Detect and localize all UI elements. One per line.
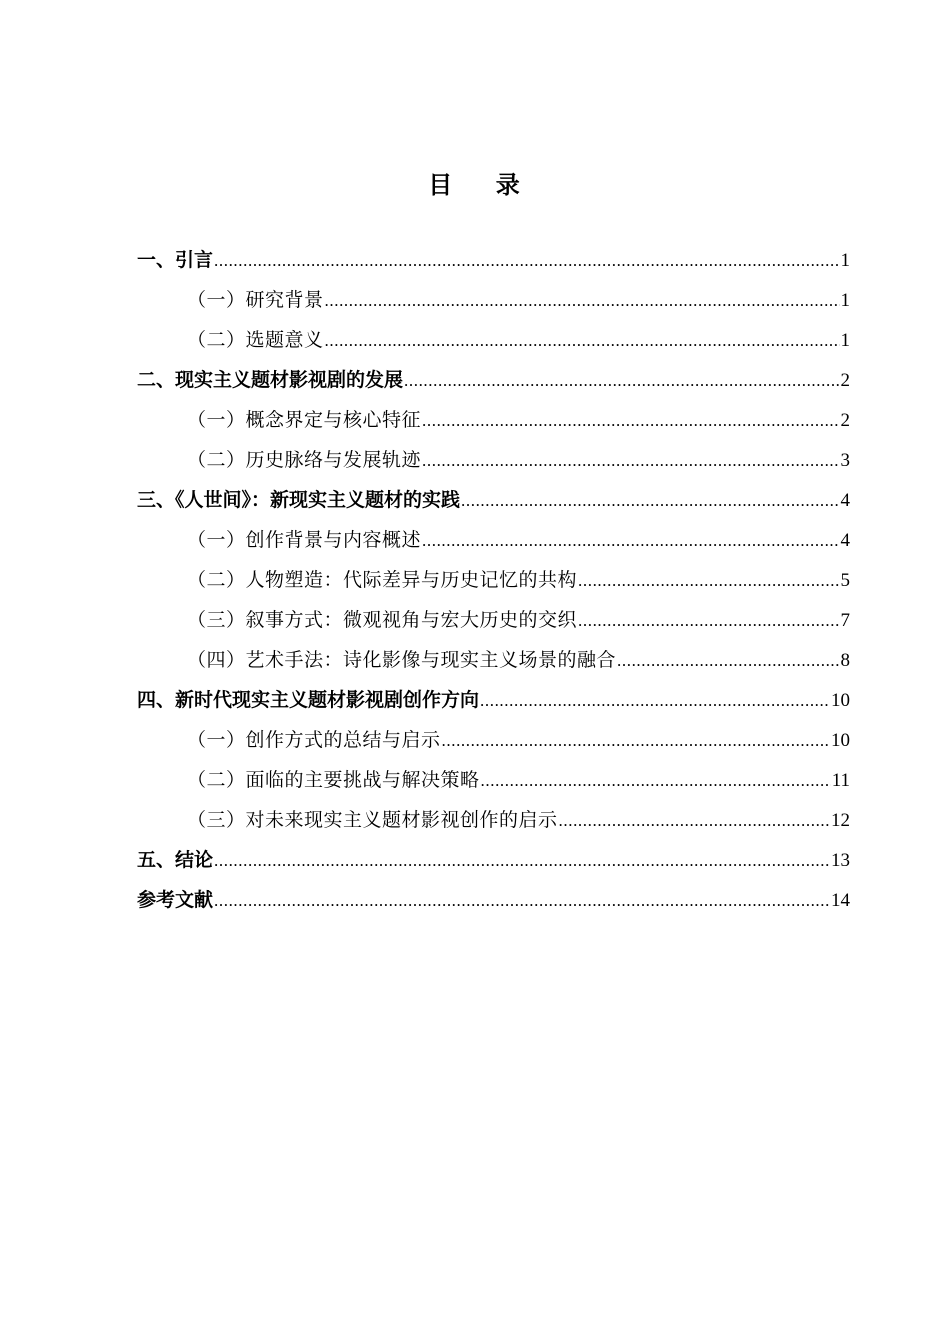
dot-leader [422, 401, 839, 441]
toc-page-number: 10 [831, 690, 850, 711]
toc-page-number: 3 [840, 450, 850, 471]
toc-entry-label: 二、现实主义题材影视剧的发展 [137, 369, 404, 391]
dot-leader [325, 281, 840, 321]
toc-entry-label: （四）艺术手法：诗化影像与现实主义场景的融合 [187, 649, 617, 671]
toc-entry[interactable] [137, 440, 850, 480]
dot-leader [422, 441, 839, 481]
toc-page-number: 4 [840, 490, 850, 511]
dot-leader [214, 841, 830, 881]
toc-page-number: 7 [840, 610, 850, 631]
toc-page-number: 8 [840, 650, 850, 671]
toc-page-number: 1 [840, 330, 850, 351]
dot-leader [325, 321, 840, 361]
toc-entry-label: （一）创作方式的总结与启示 [187, 729, 441, 751]
dot-leader [214, 881, 830, 921]
toc-entry[interactable] [137, 720, 850, 760]
toc-entry-label: 一、引言 [137, 249, 214, 271]
dot-leader [578, 561, 839, 601]
toc-entry[interactable] [137, 760, 850, 800]
toc-entry[interactable] [137, 320, 850, 360]
dot-leader [559, 801, 830, 841]
toc-entry[interactable] [137, 560, 850, 600]
table-of-contents [137, 240, 850, 920]
toc-entry[interactable] [137, 400, 850, 440]
toc-entry[interactable] [137, 880, 850, 920]
dot-leader [578, 601, 839, 641]
toc-entry[interactable] [137, 240, 850, 280]
toc-entry-label: 三、《人世间》：新现实主义题材的实践 [137, 489, 461, 511]
toc-entry[interactable] [137, 600, 850, 640]
toc-page-number: 11 [831, 770, 850, 791]
dot-leader [214, 241, 839, 281]
toc-entry-label: 四、新时代现实主义题材影视剧创作方向 [137, 689, 480, 711]
toc-page-number: 12 [831, 810, 850, 831]
toc-page-number: 1 [840, 250, 850, 271]
toc-entry-label: （二）人物塑造：代际差异与历史记忆的共构 [187, 569, 578, 591]
dot-leader [617, 641, 839, 681]
dot-leader [481, 761, 831, 801]
dot-leader [480, 681, 830, 721]
toc-entry[interactable] [137, 280, 850, 320]
toc-title: 目 录 [428, 171, 522, 199]
dot-leader [404, 361, 839, 401]
toc-entry-label: 五、结论 [137, 849, 214, 871]
toc-page-number: 4 [840, 530, 850, 551]
toc-page-number: 2 [840, 410, 850, 431]
toc-entry-label: （三）对未来现实主义题材影视创作的启示 [187, 809, 558, 831]
toc-entry-label: （三）叙事方式：微观视角与宏大历史的交织 [187, 609, 578, 631]
toc-entry-label: （二）选题意义 [187, 329, 324, 351]
toc-entry-label: （一）概念界定与核心特征 [187, 409, 422, 431]
toc-page-number: 13 [831, 850, 850, 871]
toc-entry[interactable] [137, 640, 850, 680]
toc-page-number: 2 [840, 370, 850, 391]
toc-entry-label: （二）面临的主要挑战与解决策略 [187, 769, 480, 791]
toc-entry[interactable] [137, 520, 850, 560]
toc-page-number: 10 [831, 730, 850, 751]
dot-leader [461, 481, 839, 521]
toc-page-number: 1 [840, 290, 850, 311]
toc-entry-label: （一）研究背景 [187, 289, 324, 311]
toc-entry[interactable] [137, 800, 850, 840]
toc-entry-label: （二）历史脉络与发展轨迹 [187, 449, 422, 471]
toc-page-number: 5 [840, 570, 850, 591]
toc-page-number: 14 [831, 890, 850, 911]
toc-entry[interactable] [137, 480, 850, 520]
toc-entry[interactable] [137, 680, 850, 720]
toc-entry[interactable] [137, 840, 850, 880]
dot-leader [422, 521, 839, 561]
dot-leader [442, 721, 830, 761]
toc-entry-label: 参考文献 [137, 889, 214, 911]
toc-entry-label: （一）创作背景与内容概述 [187, 529, 422, 551]
toc-entry[interactable] [137, 360, 850, 400]
